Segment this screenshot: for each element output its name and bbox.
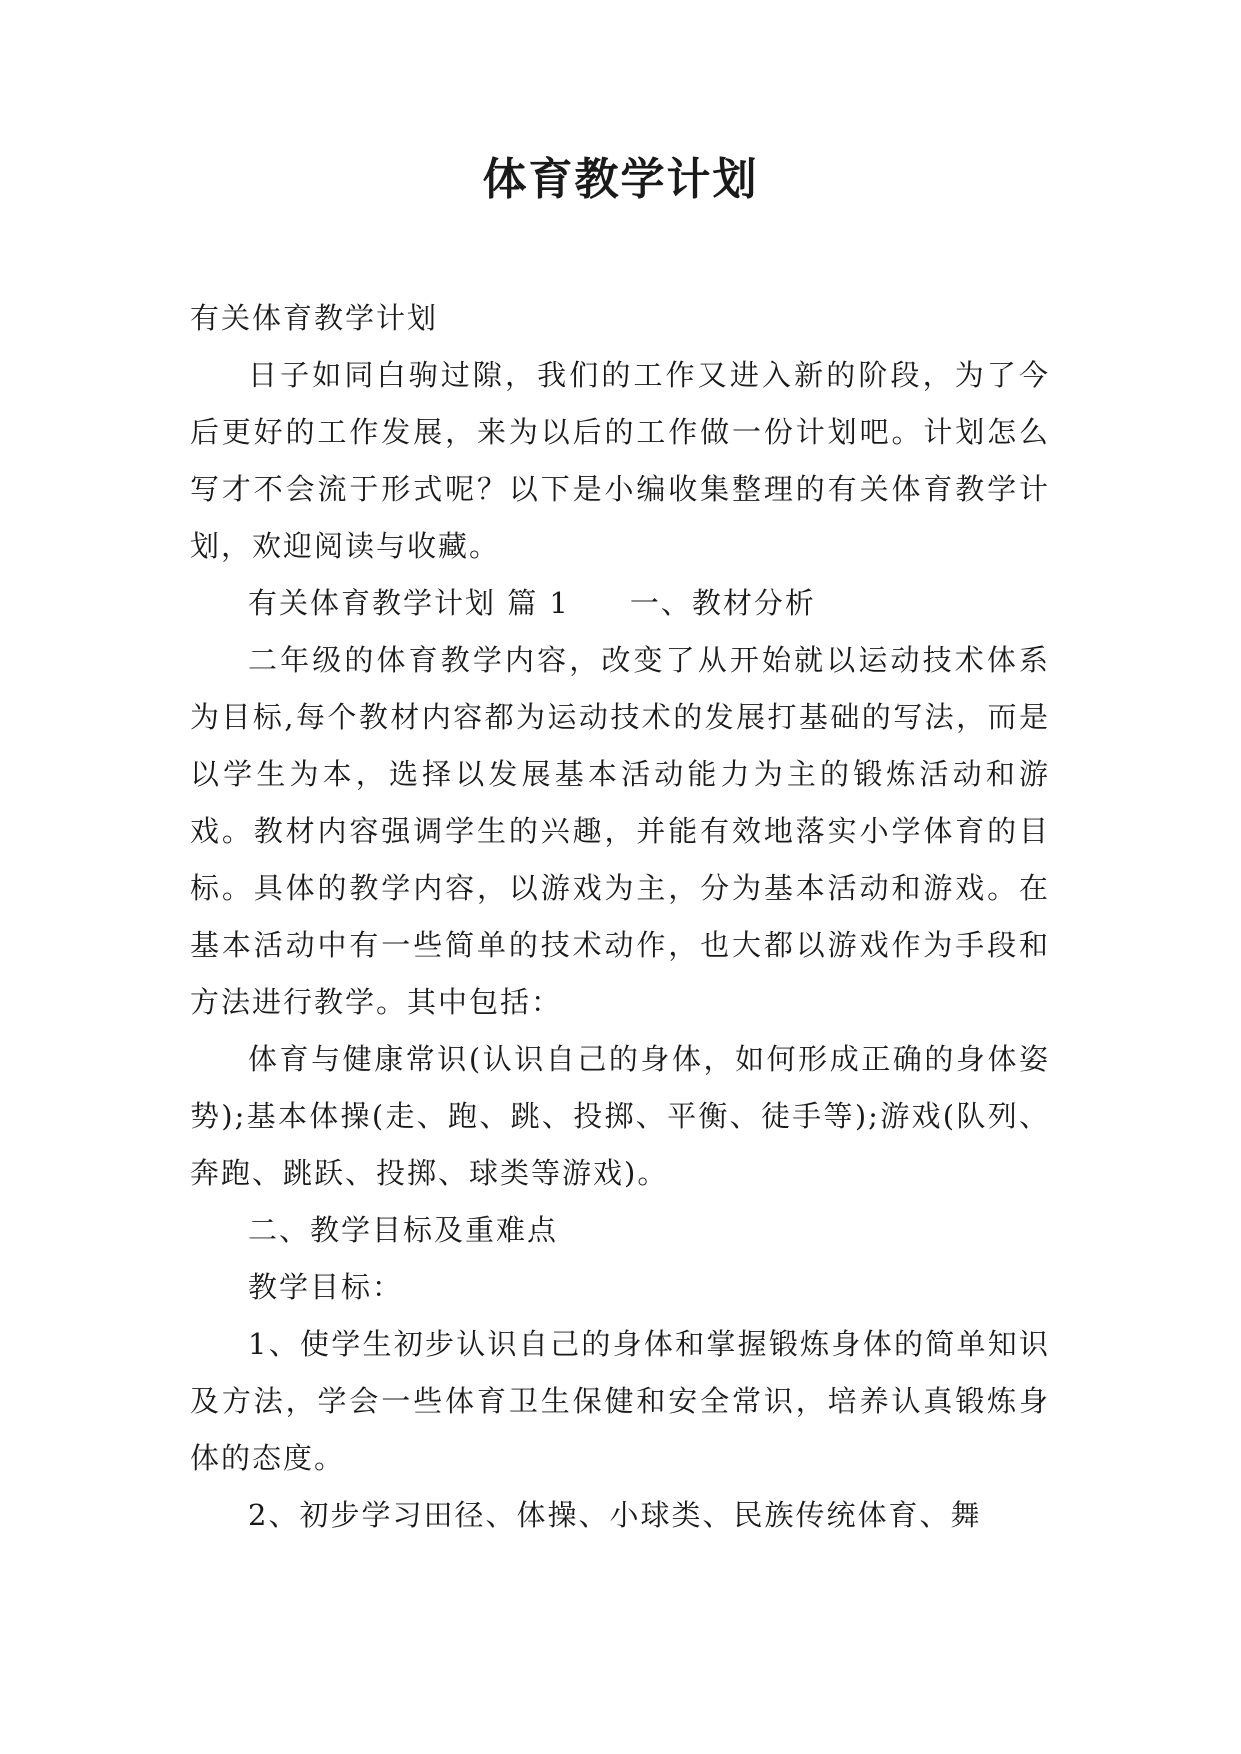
section-heading-goals: 二、教学目标及重难点	[248, 1213, 559, 1247]
intro-paragraph: 日子如同白驹过隙，我们的工作又进入新的阶段，为了今后更好的工作发展，来为以后的工作做一份计划吧。计划怎么写才不会流于形式呢？以下是小编收集整理的有关体育教学计划，欢迎阅读与收藏。	[190, 358, 1050, 563]
document-title: 体育教学计划	[482, 154, 759, 205]
document-body	[190, 290, 1050, 1544]
contents-paragraph: 体育与健康常识(认识自己的身体，如何形成正确的身体姿势);基本体操(走、跑、跳、投掷、平衡、徒手等);游戏(队列、奔跑、跳跃、投掷、球类等游戏)。	[190, 1042, 1050, 1190]
section-heading-line	[190, 575, 1050, 632]
section-heading-materials: 一、教材分析	[629, 586, 816, 620]
goals-label: 教学目标：	[248, 1270, 404, 1304]
goal-item-2: 2、初步学习田径、体操、小球类、民族传统体育、舞	[248, 1498, 982, 1532]
intro-heading: 有关体育教学计划	[190, 301, 439, 335]
goal-item-1: 1、使学生初步认识自己的身体和掌握锻炼身体的简单知识及方法，学会一些体育卫生保健和安全常识，培养认真锻炼身体的态度。	[190, 1327, 1050, 1475]
part-label: 有关体育教学计划 篇 1	[248, 586, 570, 620]
materials-paragraph: 二年级的体育教学内容，改变了从开始就以运动技术体系为目标,每个教材内容都为运动技术的发展打基础的写法，而是以学生为本，选择以发展基本活动能力为主的锻炼活动和游戏。教材内容强调学生的兴趣，并能有效地落实小学体育的目标。具体的教学内容，以游戏为主，分为基本活动和游戏。在基本活动中有一些简单的技术动作，也大都以游戏作为手段和方法进行教学。其中包括：	[190, 643, 1050, 1019]
